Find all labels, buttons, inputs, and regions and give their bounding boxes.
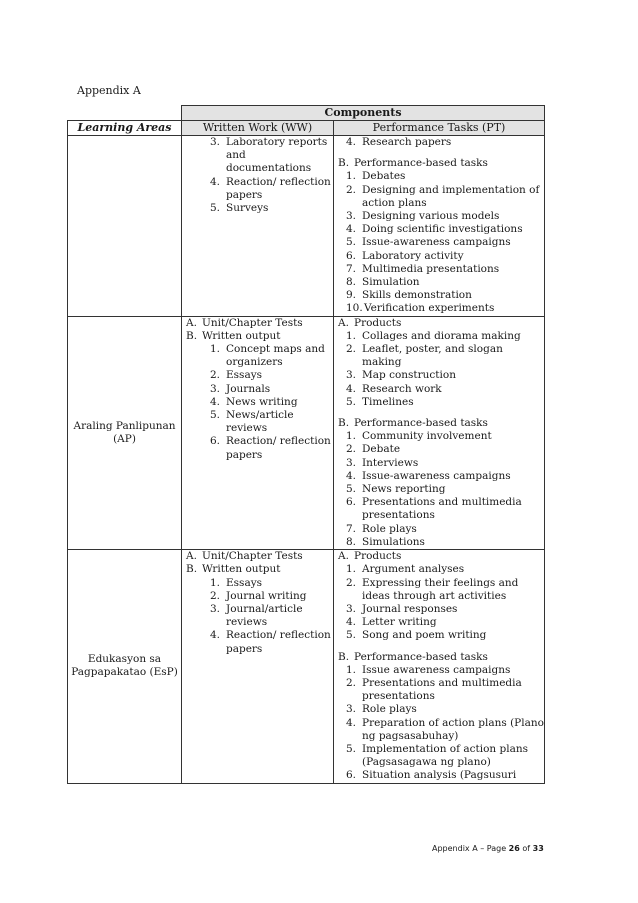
list-item-text: News writing	[226, 395, 298, 408]
list-marker: 6.	[210, 435, 221, 448]
list-item-text: Presentations and multimedia presentations	[362, 676, 522, 703]
list-item-text: Argument analyses	[362, 563, 465, 576]
list-item	[334, 170, 544, 183]
list-item	[334, 483, 544, 496]
list-marker: B.	[338, 650, 350, 663]
list-item	[334, 743, 544, 769]
list-marker: A.	[186, 316, 197, 329]
list-item	[182, 409, 333, 435]
list-item	[334, 223, 544, 236]
list-item	[334, 369, 544, 382]
list-item-text: Presentations and multimedia presentations	[362, 496, 522, 522]
list-item	[334, 457, 544, 470]
list-item-text: Leaflet, poster, and slogan making	[362, 343, 503, 369]
list-item	[182, 136, 333, 176]
list-marker: 5.	[346, 742, 357, 755]
list-item	[334, 603, 544, 616]
list-item	[334, 136, 544, 149]
written-work-cell	[182, 136, 334, 317]
list-item-text: Laboratory activity	[362, 249, 464, 262]
written-work-cell	[182, 316, 334, 549]
list-marker: 4.	[210, 395, 221, 408]
list-item-text: Issue-awareness campaigns	[362, 469, 511, 482]
list-item-text: Written output	[202, 329, 281, 342]
list-marker: 2.	[346, 183, 357, 196]
list-item	[334, 184, 544, 210]
list-item-text: Reaction/ reflection papers	[226, 629, 331, 655]
list-marker: 5.	[346, 236, 357, 249]
list-item	[334, 157, 544, 170]
list-item-text: Research papers	[362, 136, 452, 148]
list-item	[182, 590, 333, 603]
list-marker: 4.	[346, 616, 357, 629]
list-marker: 4.	[210, 629, 221, 642]
list-item	[182, 603, 333, 629]
written-work-header: Written Work (WW)	[182, 121, 334, 136]
list-marker: B.	[186, 329, 198, 342]
list-item-text: Performance-based tasks	[354, 417, 488, 430]
list-item	[334, 330, 544, 343]
list-marker: 1.	[346, 329, 357, 342]
list-item	[334, 443, 544, 456]
performance-tasks-header: Performance Tasks (PT)	[334, 121, 545, 136]
list-item	[334, 629, 544, 642]
list-item	[334, 417, 544, 430]
list-marker: 2.	[346, 343, 357, 356]
list-marker: 4.	[210, 175, 221, 188]
list-marker: 2.	[210, 589, 221, 602]
list-item-text: Journal responses	[362, 602, 458, 615]
list-item	[182, 629, 333, 655]
list-item	[334, 430, 544, 443]
table-row	[68, 550, 545, 783]
list-item-text: Products	[354, 316, 402, 329]
list-marker: 3.	[210, 136, 221, 148]
list-marker: 7.	[346, 522, 357, 535]
list-marker: 1.	[210, 576, 221, 589]
list-item-text: Verification experiments	[364, 302, 495, 315]
list-item-text: News reporting	[362, 483, 446, 496]
list-item-text: Products	[354, 550, 402, 563]
list-marker: 3.	[346, 369, 357, 382]
list-item	[334, 563, 544, 576]
list-item-text: Concept maps and organizers	[226, 343, 325, 369]
list-item-text: Essays	[226, 369, 263, 382]
list-marker: 8.	[346, 276, 357, 289]
list-item-text: Situation analysis (Pagsusuri	[362, 769, 517, 782]
list-marker: B.	[338, 417, 350, 430]
list-item	[182, 563, 333, 576]
list-marker: 7.	[346, 262, 357, 275]
list-item-text: News/article reviews	[226, 409, 294, 435]
list-marker: 1.	[210, 343, 221, 356]
list-item-text: Issue awareness campaigns	[362, 663, 511, 676]
list-item-text: Unit/Chapter Tests	[202, 550, 303, 563]
list-item	[334, 677, 544, 703]
list-item	[334, 236, 544, 249]
list-item	[334, 536, 544, 549]
list-marker: 3.	[210, 602, 221, 615]
list-item	[182, 435, 333, 461]
performance-tasks-cell	[334, 550, 545, 783]
list-item	[334, 302, 544, 315]
list-marker: 5.	[346, 483, 357, 496]
list-item	[334, 383, 544, 396]
list-item-text: Letter writing	[362, 616, 437, 629]
list-item-text: Designing various models	[362, 210, 500, 223]
performance-tasks-cell	[334, 136, 545, 317]
list-item	[182, 383, 333, 396]
list-item	[334, 496, 544, 522]
list-item-text: Collages and diorama making	[362, 329, 521, 342]
list-item	[182, 176, 333, 202]
list-marker: 1.	[346, 663, 357, 676]
list-marker: 5.	[210, 202, 221, 215]
list-marker: 1.	[346, 430, 357, 443]
list-marker: 3.	[346, 602, 357, 615]
list-item	[334, 210, 544, 223]
list-marker: 3.	[210, 382, 221, 395]
list-item	[334, 470, 544, 483]
list-gap	[334, 149, 544, 157]
list-item-text: Performance-based tasks	[354, 650, 488, 663]
list-item	[334, 343, 544, 369]
list-item	[182, 202, 333, 215]
list-item	[182, 577, 333, 590]
list-marker: A.	[338, 550, 349, 563]
list-marker: 3.	[346, 210, 357, 223]
list-item-text: Written output	[202, 563, 281, 576]
list-marker: 2.	[210, 369, 221, 382]
list-item	[334, 616, 544, 629]
list-marker: 9.	[346, 289, 357, 302]
list-item	[334, 577, 544, 603]
list-gap	[334, 643, 544, 651]
list-marker: 8.	[346, 535, 357, 548]
list-item-text: Expressing their feelings and ideas through art activities	[362, 576, 519, 602]
list-item	[334, 550, 544, 563]
appendix-heading: Appendix A	[77, 84, 141, 97]
list-marker: A.	[186, 550, 197, 563]
list-item-text: Surveys	[226, 202, 269, 215]
list-item-text: Journals	[226, 382, 271, 395]
list-marker: 6.	[346, 769, 357, 782]
list-item	[334, 523, 544, 536]
list-item-text: Skills demonstration	[362, 289, 472, 302]
list-item-text: Simulation	[362, 276, 420, 289]
list-item	[334, 769, 544, 782]
list-item-text: Debate	[362, 443, 401, 456]
list-item-text: Reaction/ reflection papers	[226, 175, 331, 201]
list-item	[182, 396, 333, 409]
list-item-text: Research work	[362, 382, 442, 395]
list-marker: 4.	[346, 469, 357, 482]
list-gap	[334, 409, 544, 417]
list-item-text: Doing scientific investigations	[362, 223, 523, 236]
list-marker: 6.	[346, 496, 357, 509]
list-item	[334, 717, 544, 743]
list-marker: 3.	[346, 703, 357, 716]
list-item-text: Performance-based tasks	[354, 157, 488, 170]
list-marker: B.	[186, 563, 198, 576]
list-marker: 6.	[346, 249, 357, 262]
list-marker: B.	[338, 157, 350, 170]
written-work-cell	[182, 550, 334, 783]
list-item-text: Journal writing	[226, 589, 307, 602]
list-item	[182, 369, 333, 382]
list-item	[334, 664, 544, 677]
table-row	[68, 316, 545, 549]
list-item	[182, 317, 333, 330]
list-marker: 4.	[346, 136, 357, 148]
table-row	[68, 136, 545, 317]
list-marker: 1.	[346, 170, 357, 183]
footer-of: of	[522, 844, 531, 853]
list-item	[182, 330, 333, 343]
page-footer	[432, 844, 544, 853]
list-item-text: Reaction/ reflection papers	[226, 435, 331, 461]
list-item	[334, 317, 544, 330]
list-item	[334, 263, 544, 276]
list-item	[182, 550, 333, 563]
list-marker: 5.	[346, 629, 357, 642]
list-item-text: Simulations	[362, 535, 425, 548]
list-item-text: Designing and implementation of action plans	[362, 183, 540, 209]
list-item	[334, 396, 544, 409]
list-marker: 4.	[346, 382, 357, 395]
components-header: Components	[182, 106, 545, 121]
list-item-text: Essays	[226, 576, 263, 589]
list-item-text: Laboratory reports and documentations	[226, 136, 328, 175]
list-marker: A.	[338, 316, 349, 329]
list-item-text: Implementation of action plans (Pagsasagawa ng plano)	[362, 742, 528, 769]
list-item-text: Unit/Chapter Tests	[202, 316, 303, 329]
list-item-text: Map construction	[362, 369, 456, 382]
list-item-text: Issue-awareness campaigns	[362, 236, 511, 249]
list-marker: 5.	[210, 409, 221, 422]
list-marker: 3.	[346, 456, 357, 469]
list-marker: 2.	[346, 576, 357, 589]
list-item-text: Multimedia presentations	[362, 262, 500, 275]
list-item-text: Song and poem writing	[362, 629, 487, 642]
footer-total-pages: 33	[532, 844, 544, 853]
learning-areas-header: Learning Areas	[68, 121, 182, 136]
list-item	[334, 651, 544, 664]
list-marker: 4.	[346, 716, 357, 729]
footer-prefix: Appendix A – Page	[432, 844, 507, 853]
list-item-text: Interviews	[362, 456, 419, 469]
list-marker: 5.	[346, 395, 357, 408]
list-item-text: Journal/article reviews	[226, 602, 303, 629]
list-item	[334, 289, 544, 302]
list-item-text: Timelines	[362, 395, 414, 408]
performance-tasks-cell	[334, 316, 545, 549]
list-item	[334, 250, 544, 263]
list-item-text: Role plays	[362, 522, 417, 535]
list-marker: 4.	[346, 223, 357, 236]
learning-area-cell: Edukasyon sa Pagpapakatao (EsP)	[68, 550, 182, 783]
list-item-text: Debates	[362, 170, 406, 183]
list-item	[182, 343, 333, 369]
learning-area-cell	[68, 136, 182, 317]
footer-page-number: 26	[508, 844, 520, 853]
list-item	[334, 703, 544, 716]
list-item-text: Preparation of action plans (Plano ng pagsasabuhay)	[362, 716, 544, 742]
assessment-components-table	[67, 105, 545, 784]
list-marker: 2.	[346, 676, 357, 689]
learning-area-cell: Araling Panlipunan (AP)	[68, 316, 182, 549]
list-marker: 2.	[346, 443, 357, 456]
blank-header-cell	[68, 106, 182, 121]
list-item-text: Community involvement	[362, 430, 492, 443]
list-marker: 10.	[346, 302, 363, 315]
list-item	[334, 276, 544, 289]
list-marker: 1.	[346, 563, 357, 576]
list-item-text: Role plays	[362, 703, 417, 716]
